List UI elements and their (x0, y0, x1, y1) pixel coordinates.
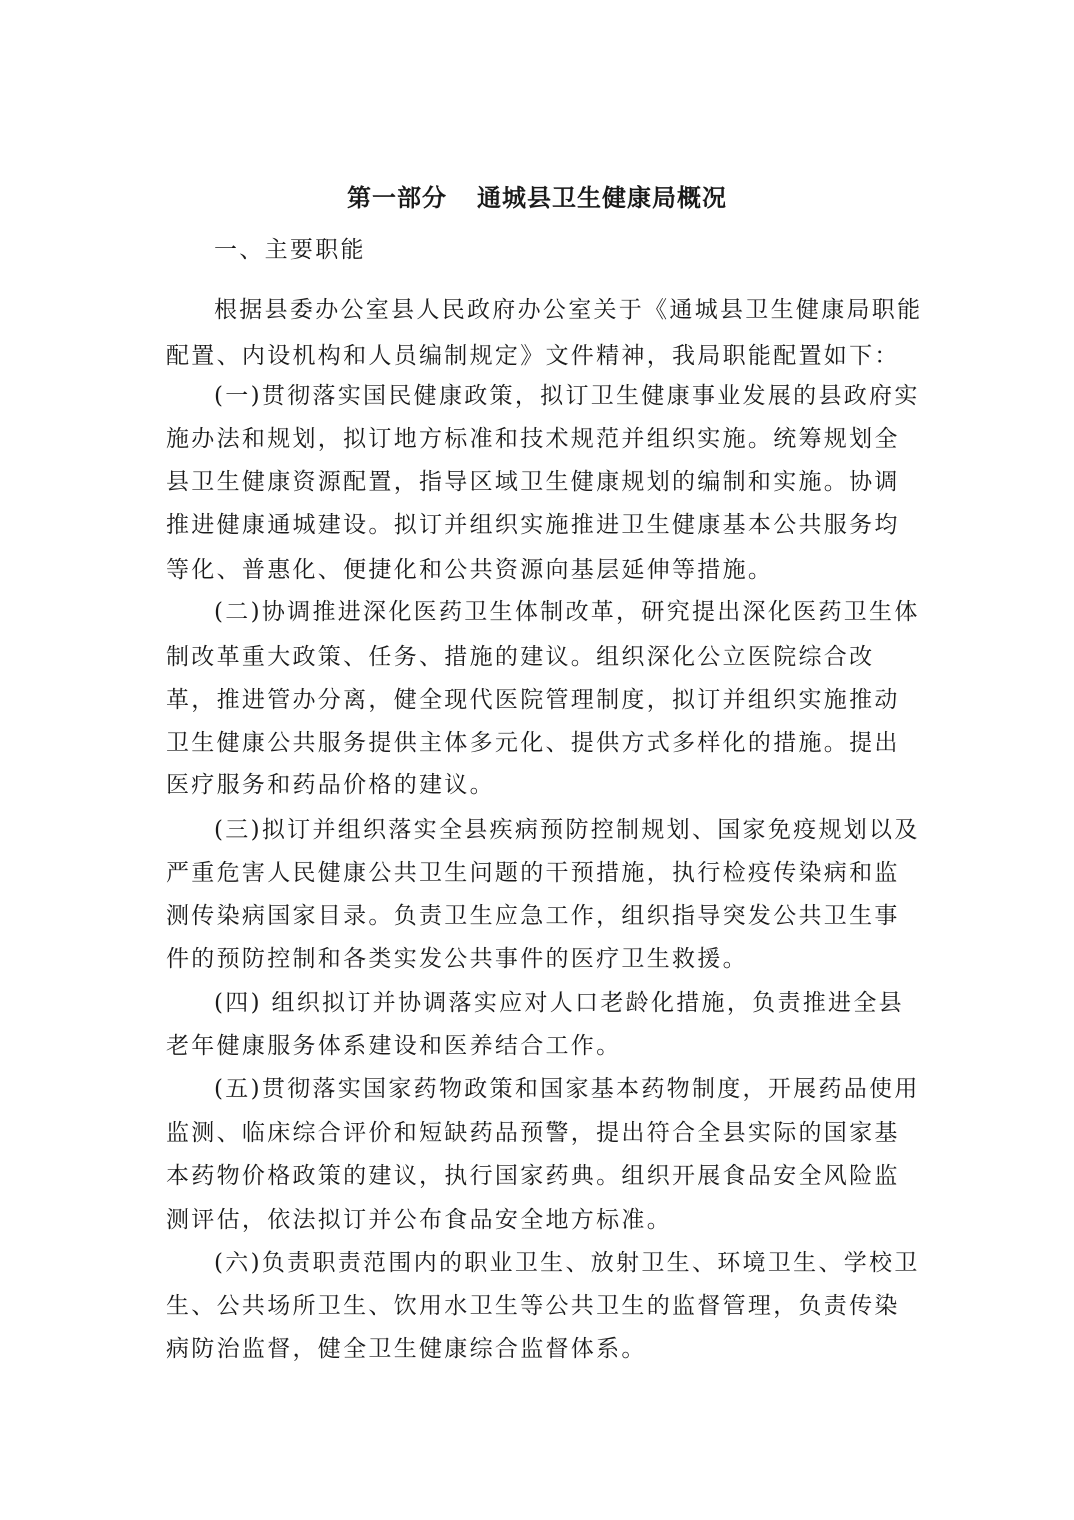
body-line: 县卫生健康资源配置，指导区域卫生健康规划的编制和实施。协调 (166, 469, 900, 495)
body-line: 制改革重大政策、任务、措施的建议。组织深化公立医院综合改 (166, 644, 875, 670)
body-line: 革，推进管办分离，健全现代医院管理制度，拟订并组织实施推动 (166, 687, 900, 713)
body-line: 等化、普惠化、便捷化和公共资源向基层延伸等措施。 (166, 557, 774, 583)
body-line: 根据县委办公室县人民政府办公室关于《通城县卫生健康局职能 (214, 297, 923, 323)
body-line: 配置、内设机构和人员编制规定》文件精神，我局职能配置如下： (166, 343, 900, 369)
body-line: 测评估，依法拟订并公布食品安全地方标准。 (166, 1207, 672, 1233)
body-line: (六)负责职责范围内的职业卫生、放射卫生、环境卫生、学校卫 (214, 1250, 920, 1276)
body-line: 老年健康服务体系建设和医养结合工作。 (166, 1033, 622, 1059)
body-line: 本药物价格政策的建议，执行国家药典。组织开展食品安全风险监 (166, 1163, 900, 1189)
body-line: (一)贯彻落实国民健康政策，拟订卫生健康事业发展的县政府实 (214, 383, 920, 409)
body-line: 医疗服务和药品价格的建议。 (166, 772, 495, 798)
body-line: 推进健康通城建设。拟订并组织实施推进卫生健康基本公共服务均 (166, 512, 900, 538)
body-line: 卫生健康公共服务提供主体多元化、提供方式多样化的措施。提出 (166, 730, 900, 756)
body-line: 施办法和规划，拟订地方标准和技术规范并组织实施。统筹规划全 (166, 426, 900, 452)
body-line: (三)拟订并组织落实全县疾病预防控制规划、国家免疫规划以及 (214, 817, 920, 843)
body-line: (四) 组织拟订并协调落实应对人口老龄化措施，负责推进全县 (214, 990, 904, 1016)
body-line: 病防治监督，健全卫生健康综合监督体系。 (166, 1336, 647, 1362)
page-title (0, 178, 1074, 218)
section-heading: 一、主要职能 (214, 237, 366, 263)
body-line: 严重危害人民健康公共卫生问题的干预措施，执行检疫传染病和监 (166, 860, 900, 886)
body-line: (二)协调推进深化医药卫生体制改革，研究提出深化医药卫生体 (214, 599, 920, 625)
title-part: 第一部分 (347, 183, 447, 212)
body-line: (五)贯彻落实国家药物政策和国家基本药物制度，开展药品使用 (214, 1076, 920, 1102)
body-line: 监测、临床综合评价和短缺药品预警，提出符合全县实际的国家基 (166, 1120, 900, 1146)
body-line: 件的预防控制和各类实发公共事件的医疗卫生救援。 (166, 946, 748, 972)
title-text: 通城县卫生健康局概况 (477, 183, 727, 212)
body-line: 生、公共场所卫生、饮用水卫生等公共卫生的监督管理，负责传染 (166, 1293, 900, 1319)
body-line: 测传染病国家目录。负责卫生应急工作，组织指导突发公共卫生事 (166, 903, 900, 929)
